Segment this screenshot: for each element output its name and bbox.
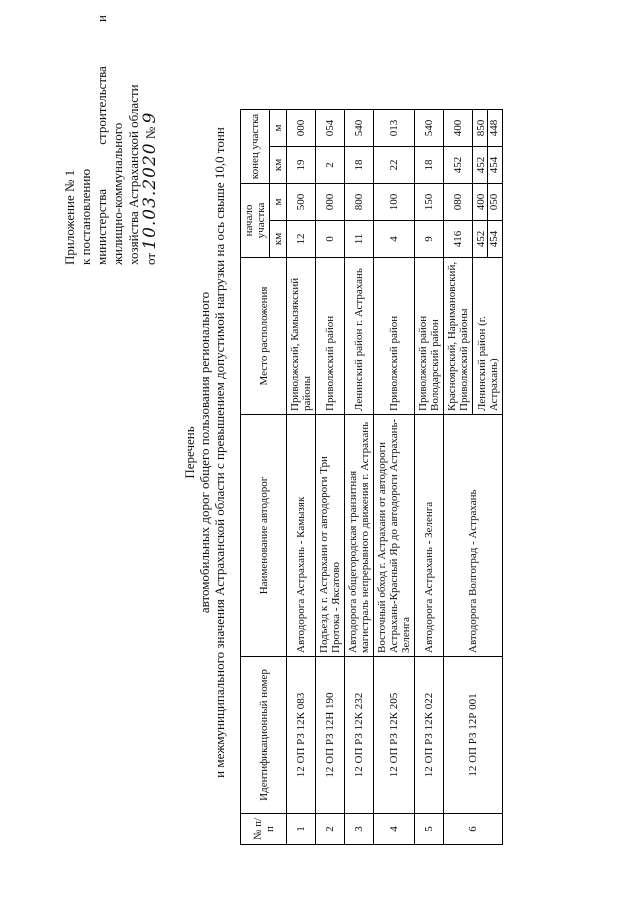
row-location: Приволжский район: [316, 258, 345, 415]
row-location: Ленинский район г. Астрахань: [345, 258, 374, 415]
row-start-m: 000: [316, 184, 345, 221]
row-end-km: 22: [374, 147, 415, 184]
table-row: [316, 110, 345, 845]
appendix-block: [62, 15, 159, 265]
row-location: Красноярский, Наримановский, Приволжский районы: [444, 258, 473, 415]
row-id: 12 ОП РЗ 12К 205: [374, 657, 415, 814]
row-start-m: 100: [374, 184, 415, 221]
row-end-m: [473, 110, 503, 147]
row-id: 12 ОП РЗ 12К 232: [345, 657, 374, 814]
title-line: и межмуниципального значения Астраханской области с превышением допустимой нагрузки на ось свыше 10,0 тонн: [212, 127, 227, 778]
header-m: м: [270, 110, 287, 147]
table-row: [345, 110, 374, 845]
row-name: Автодорога Волгоград - Астрахань: [444, 415, 503, 657]
header-km: км: [270, 147, 287, 184]
row-num: 4: [374, 814, 415, 845]
number-prefix: №: [143, 126, 158, 140]
row-location: Приволжский, Камызякский районы: [287, 258, 316, 415]
appendix-word: и: [94, 15, 109, 22]
appendix-word: строительства: [94, 66, 109, 145]
row-name: Подъезд к г. Астрахани от автодороги Три Протока - Яксатово: [316, 415, 345, 657]
cell-value: 454: [488, 230, 500, 248]
row-name: Автодорога Астрахань - Камызяк: [287, 415, 316, 657]
date-prefix: от: [143, 252, 158, 265]
row-location: Приволжский район: [374, 258, 415, 415]
cell-value: 452: [475, 230, 487, 248]
header-m: м: [270, 184, 287, 221]
header-start: начало участка: [241, 184, 270, 258]
header-location: Место расположения: [241, 258, 287, 415]
appendix-line: [94, 15, 110, 265]
row-name: Автодорога общегородская транзитная магистраль непрерывного движения г. Астрахань: [345, 415, 374, 657]
document-title: [182, 60, 227, 845]
appendix-word: министерства: [94, 188, 109, 265]
row-name: Автодорога Астрахань - Зеленга: [415, 415, 444, 657]
table-row: [374, 110, 415, 845]
table-row: [415, 110, 444, 845]
row-id: 12 ОП РЗ 12Н 190: [316, 657, 345, 814]
row-num: 1: [287, 814, 316, 845]
cell-value: 050: [488, 193, 500, 211]
row-end-m: 054: [316, 110, 345, 147]
header-num: № п/п: [241, 814, 287, 845]
title-line: Перечень: [182, 426, 197, 479]
header-end: конец участка: [241, 110, 270, 184]
table-row: [287, 110, 316, 845]
cell-value: 850: [475, 119, 487, 137]
row-end-m: 540: [345, 110, 374, 147]
cell-value: 400: [475, 193, 487, 211]
row-location: Приволжский район Володарский район: [415, 258, 444, 415]
appendix-line: к постановлению: [78, 168, 93, 265]
row-start-km: 416: [444, 221, 473, 258]
roads-table: [240, 109, 503, 845]
header-id: Идентификационный номер: [241, 657, 287, 814]
handwritten-number: 9: [140, 111, 160, 124]
appendix-line: Приложение № 1: [62, 169, 77, 265]
row-start-m: [473, 184, 503, 221]
row-start-km: 11: [345, 221, 374, 258]
cell-value: 452: [475, 156, 487, 174]
row-end-km: 452: [444, 147, 473, 184]
row-name: Восточный обход г. Астрахани от автодороги Астрахань-Красный Яр до автодороги Астрахань-Зеленга: [374, 415, 415, 657]
row-start-m: 500: [287, 184, 316, 221]
row-start-m: 080: [444, 184, 473, 221]
row-start-m: 150: [415, 184, 444, 221]
title-line: автомобильных дорог общего пользования регионального: [197, 291, 212, 614]
row-start-km: 12: [287, 221, 316, 258]
row-num: 3: [345, 814, 374, 845]
row-end-km: 2: [316, 147, 345, 184]
row-end-m: 013: [374, 110, 415, 147]
row-end-km: [473, 147, 503, 184]
header-km: км: [270, 221, 287, 258]
appendix-date-line: [142, 15, 159, 265]
row-id: 12 ОП РЗ 12Р 001: [444, 657, 503, 814]
row-end-m: 540: [415, 110, 444, 147]
handwritten-date: 10.03.2020: [140, 142, 160, 250]
appendix-line: хозяйства Астраханской области: [126, 84, 141, 265]
cell-value: 454: [488, 156, 500, 174]
row-num: 5: [415, 814, 444, 845]
row-start-km: [473, 221, 503, 258]
header-name: Наименование автодорог: [241, 415, 287, 657]
row-id: 12 ОП РЗ 12К 022: [415, 657, 444, 814]
row-id: 12 ОП РЗ 12К 083: [287, 657, 316, 814]
row-start-m: 800: [345, 184, 374, 221]
table-row: [444, 110, 473, 845]
row-end-km: 19: [287, 147, 316, 184]
row-end-km: 18: [415, 147, 444, 184]
row-end-m: 000: [287, 110, 316, 147]
row-start-km: 9: [415, 221, 444, 258]
appendix-line: жилищно-коммунального: [110, 122, 125, 265]
row-location: Ленинский район (г. Астрахань): [473, 258, 503, 415]
row-start-km: 4: [374, 221, 415, 258]
row-end-km: 18: [345, 147, 374, 184]
cell-value: 448: [488, 119, 500, 137]
row-end-m: 400: [444, 110, 473, 147]
row-start-km: 0: [316, 221, 345, 258]
row-num: 6: [444, 814, 503, 845]
row-num: 2: [316, 814, 345, 845]
